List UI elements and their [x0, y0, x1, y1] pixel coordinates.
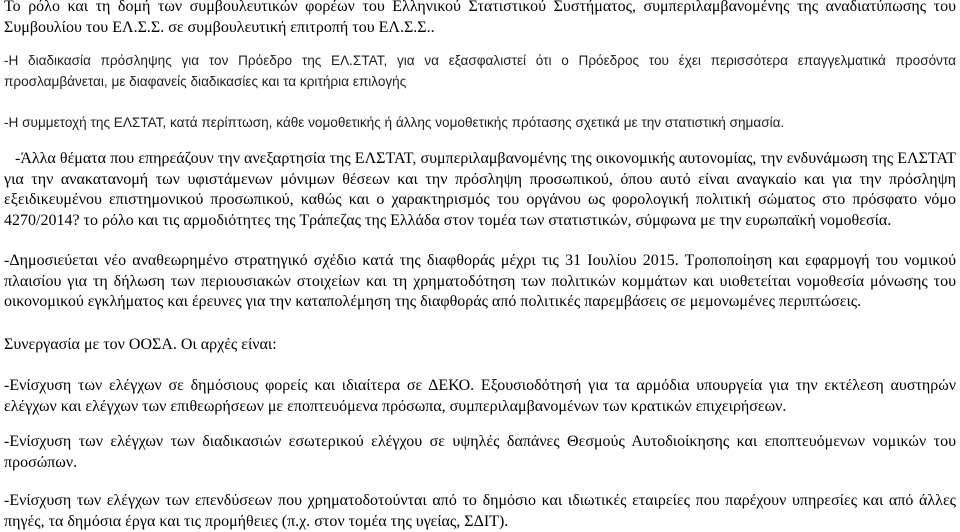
paragraph-internal-audit-controls: -Ενίσχυση των ελέγχων των διαδικασιών εσωτερικού ελέγχου σε υψηλές δαπάνες Θεσμούς Αυτοδιοίκησης και εποπτευόμενων νομικών του προσώπων.: [4, 433, 956, 471]
paragraph-independence-issues: -Άλλα θέματα που επηρεάζουν την ανεξαρτησία της ΕΛΣΤΑΤ, συμπεριλαμβανομένης της οικονομικής αυτονομίας, την ενδυνάμωση της ΕΛΣΤΑΤ για την ανακατανομή των υφιστάμενων μόνιμων θέσεων και την πρόσληψη προσωπικού, όπου αυτό είναι αναγκαίο και για την πρόσληψη εξειδικευμένου επιστημονικού προσωπικού, καθώς και ο χαρακτηρισμός του οργάνου ως φορολογική πολιτική σώματος στο πρόσφατο νόμο 4270/2014? το ρόλο και τις αρμοδιότητες της Τράπεζας της Ελλάδα στον τομέα των στατιστικών, σύμφωνα με την ευρωπαϊκή νομοθεσία.: [4, 150, 956, 229]
paragraph-public-bodies-controls: -Ενίσχυση των ελέγχων σε δημόσιους φορείς και ιδιαίτερα σε ΔΕΚΟ. Εξουσιοδότησή για τα αρμόδια υπουργεία για την εκτέλεση αυστηρών ελέγχων και ελέγχων των επιθεωρήσεων με εποπτευόμενα πρόσωπα, συμπεριλαμβανομένων των κρατικών επιχειρήσεων.: [4, 377, 956, 415]
paragraph-stat-council-role: Το ρόλο και τη δομή των συμβουλευτικών φορέων του Ελληνικού Στατιστικού Συστήματος, συμπεριλαμβανομένης της αναδιατύπωσης του Συμβουλίου του ΕΛ.Σ.Σ. σε συμβουλευτική επιτροπή του ΕΛ.Σ.Σ..: [4, 0, 956, 36]
paragraph-anti-corruption-plan: -Δημοσιεύεται νέο αναθεωρημένο στρατηγικό σχέδιο κατά της διαφθοράς μέχρι τις 31 Ιουλίου 2015. Τροποποίηση και εφαρμογή του νομικού πλαισίου για τη δήλωση των περιουσιακών στοιχείων και τη χρηματοδότηση των πολιτικών κομμάτων και υιοθετείται νομοθεσία μόνωσης του οικονομικού εγκλήματος και έρευνες για την καταπολέμηση της διαφθοράς από πολιτικές παρεμβάσεις σε μεμονωμένες περιπτώσεις.: [4, 252, 956, 310]
paragraph-president-recruitment: -Η διαδικασία πρόσληψης για τον Πρόεδρο της ΕΛ.ΣΤΑΤ, για να εξασφαλιστεί ότι ο Πρόεδρος του έχει περισσότερα επαγγελματικά προσόντα προσλαμβάνεται, με διαφανείς διαδικασίες και τα κριτήρια επιλογής: [4, 53, 956, 89]
paragraph-investment-controls: -Ενίσχυση των ελέγχων των επενδύσεων που χρηματοδοτούνται από το δημόσιο και ιδιωτικές εταιρείες που παρέχουν υπηρεσίες και από άλλες πηγές, τα δημόσια έργα και τις προμήθειες (π.χ. στον τομέα της υγείας, ΣΔΙΤ).: [4, 492, 956, 530]
paragraph-oecd-cooperation: Συνεργασία με τον ΟΟΣΑ. Οι αρχές είναι:: [4, 336, 277, 353]
paragraph-legislative-participation: -Η συμμετοχή της ΕΛΣΤΑΤ, κατά περίπτωση, κάθε νομοθετικής ή άλλης νομοθετικής πρότασης σχετικά με την στατιστική σημασία.: [4, 115, 785, 130]
